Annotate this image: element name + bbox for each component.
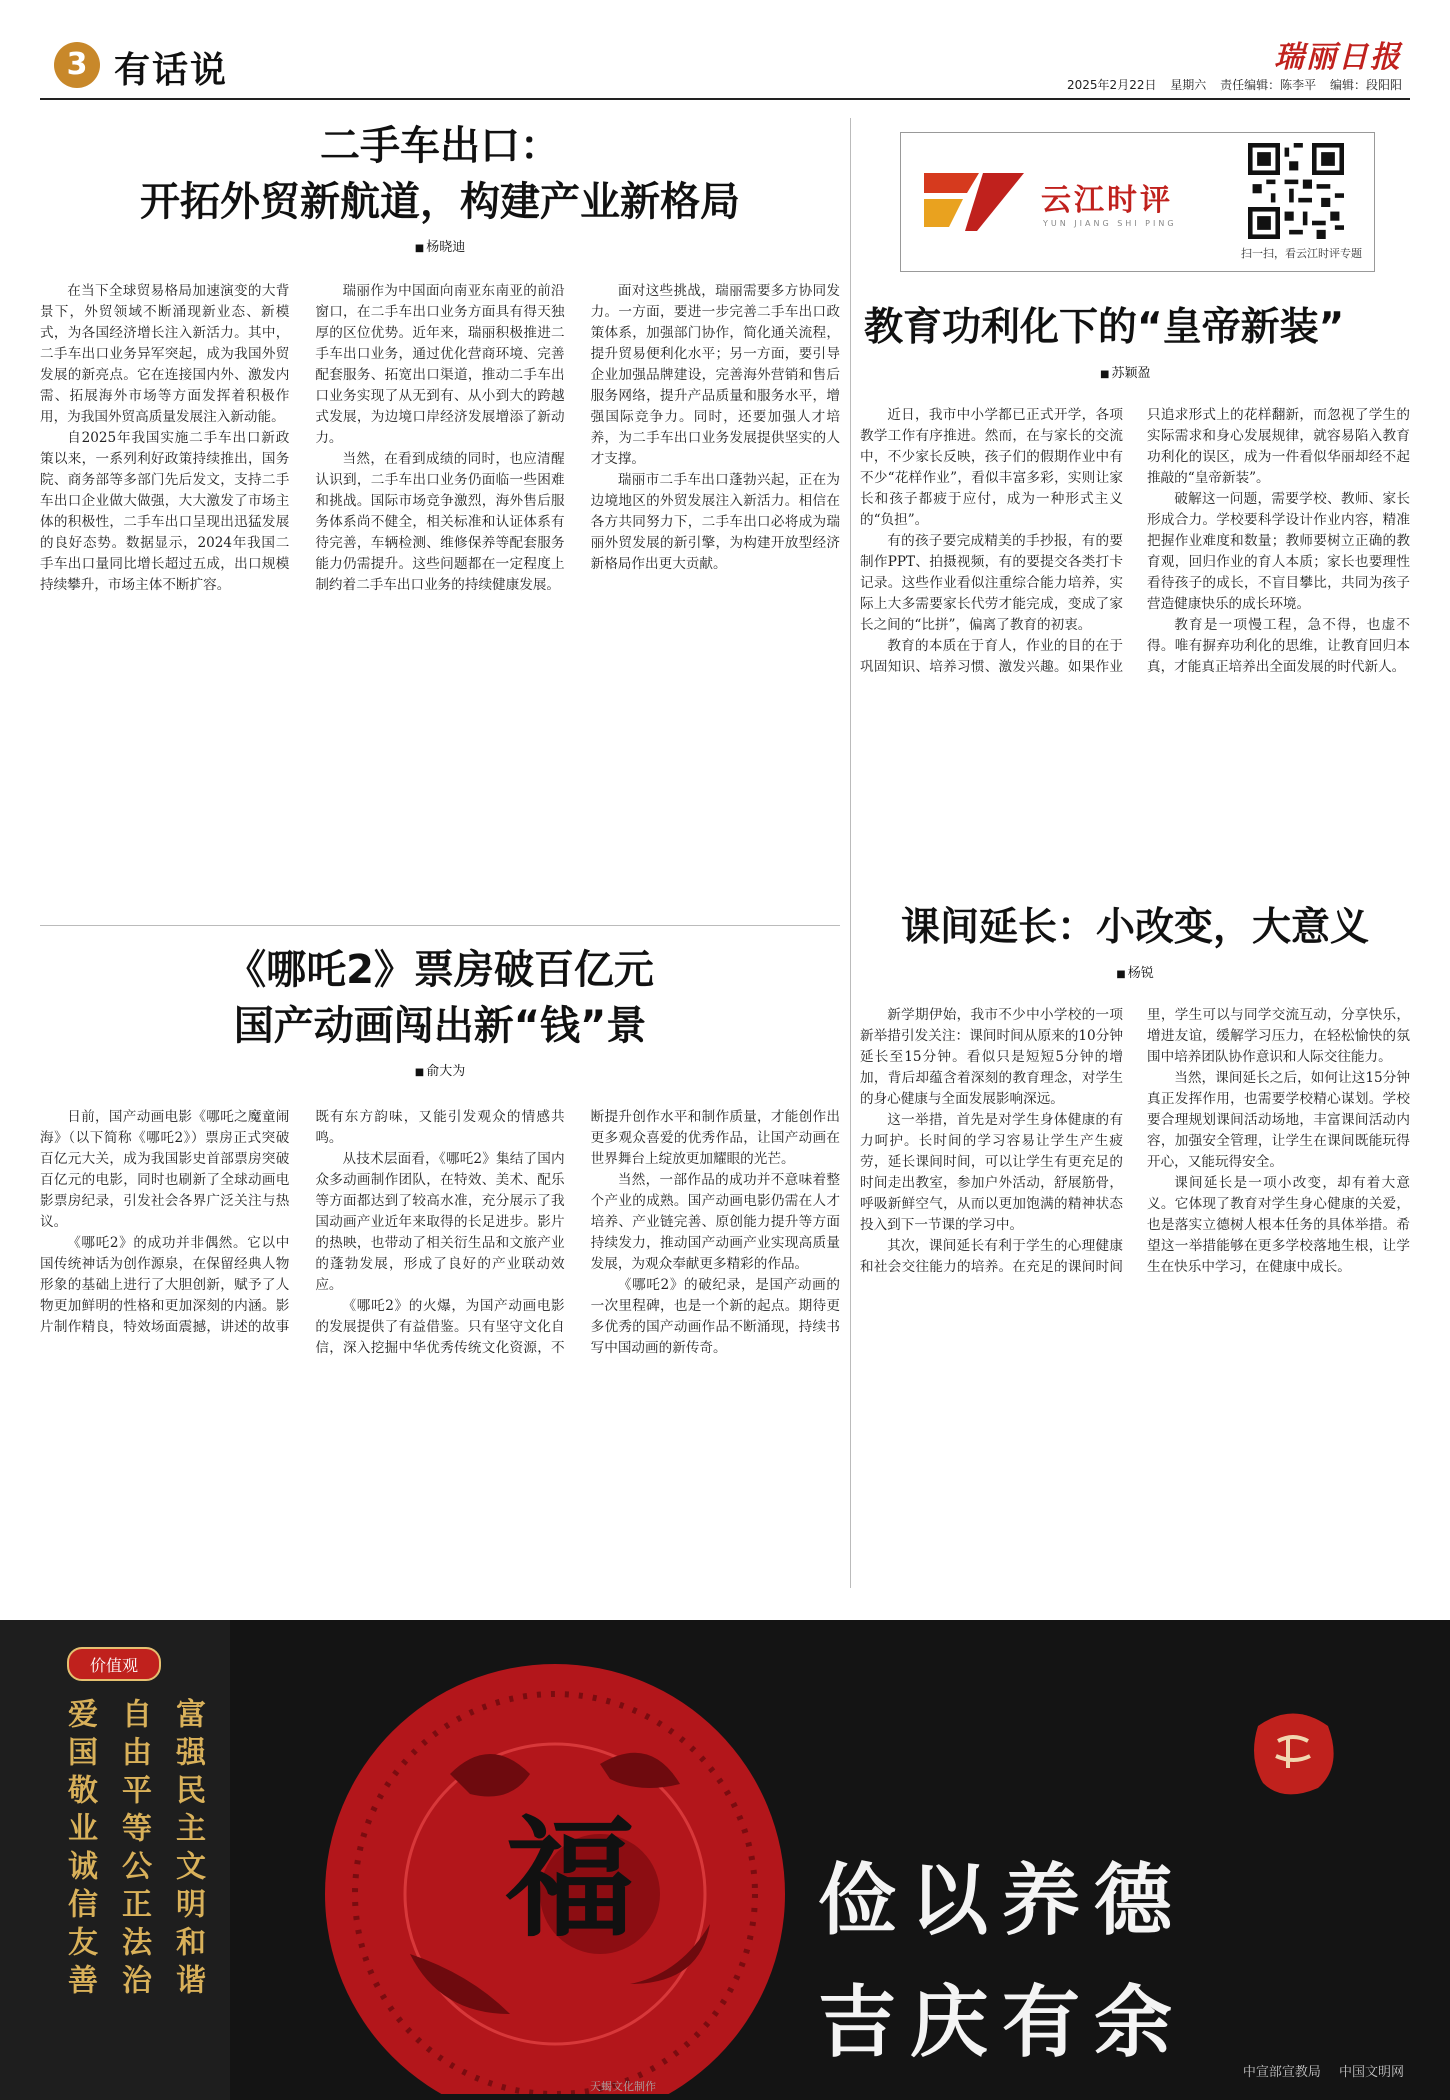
seal-stamp-icon: [1248, 1706, 1338, 1796]
article-body: [860, 405, 1410, 965]
paragraph: 破解这一问题，需要学校、教师、家长形成合力。学校要科学设计作业内容，精准把握作业难度和数量；教师要树立正确的教育观，回归作业的育人本质；家长也要理性看待孩子的成长，不盲目攀比，共同为孩子营造健康快乐的成长环境。: [1147, 491, 1410, 612]
brand-badge-icon: [66, 1644, 162, 1684]
paragraph: 有的孩子要完成精美的手抄报，有的要制作PPT、拍摄视频，有的要提交各类打卡记录。这些作业看似注重综合能力培养，实际上大多需要家长代劳才能完成，变成了家长之间的“比拼”，偏离了教育的初衷。: [860, 533, 1123, 633]
article-body: [40, 281, 840, 911]
byline: ■ 杨晓迪: [40, 236, 840, 255]
paragraph: 《哪吒2》的破纪录，是国产动画的一次里程碑，也是一个新的起点。期待更多优秀的国产动画作品不断涌现，持续书写中国动画的新传奇。: [590, 1277, 840, 1356]
paragraph: 在当下全球贸易格局加速演变的大背景下，外贸领域不断涌现新业态、新模式，为各国经济增长注入新活力。其中，二手车出口业务异军突起，成为我国外贸发展的新亮点。它在连接国内外、激发内需、拓展海外市场等方面发挥着积极作用，为我国外贸高质量发展注入新动能。: [40, 283, 290, 425]
paragraph: 瑞丽作为中国面向南亚东南亚的前沿窗口，在二手车出口业务方面具有得天独厚的区位优势。近年来，瑞丽积极推进二手车出口业务，通过优化营商环境、完善配套服务、拓宽出口渠道，推动二手车出口业务实现了从无到有、从小到大的跨越式发展，为边境口岸经济发展增添了新动力。: [315, 283, 565, 446]
promo-name: 云江时评: [1041, 183, 1173, 218]
fu-character: 福: [504, 1803, 636, 1955]
section-number-badge: 3: [54, 42, 100, 88]
editor-credit: 责任编辑：陈李平: [1220, 78, 1317, 92]
credit-publicity-dept: 中宣部宣教局: [1242, 2065, 1321, 2080]
paragraph: 近日，我市中小学都已正式开学，各项教学工作有序推进。然而，在与家长的交流中，不少家长反映，孩子们的假期作业中有不少“花样作业”，看似丰富多彩，实则让家长和孩子都疲于应付，成为一种形式主义的“负担”。: [860, 407, 1123, 528]
paragraph: 课间延长是一项小改变，却有着大意义。它体现了教育对学生身心健康的关爱，也是落实立德树人根本任务的具体举措。希望这一举措能够在更多学校落地生根，让学生在快乐中学习，在健康中成长。: [1147, 1175, 1410, 1275]
section-name: 有话说: [114, 50, 229, 91]
values-column: 自由平等公正法治: [116, 1698, 151, 2002]
headline-line1: 《哪吒2》票房破百亿元: [226, 947, 654, 993]
article-recess: [860, 900, 1410, 1605]
issue-weekday: 星期六: [1170, 78, 1207, 92]
paragraph: 新学期伊始，我市不少中小学校的一项新举措引发关注：课间时间从原来的10分钟延长至15分钟。看似只是短短5分钟的增加，背后却蕴含着深刻的教育理念，对学生的身心健康与全面发展影响深远。: [860, 1007, 1123, 1107]
paragraph: 教育是一项慢工程，急不得，也虚不得。唯有摒弃功利化的思维，让教育回归本真，才能真正培养出全面发展的时代新人。: [1147, 617, 1410, 675]
paragraph: 《哪吒2》的成功并非偶然。它以中国传统神话为创作源泉，在保留经典人物形象的基础上进行了大胆创新，赋予了人物更加鲜明的性格和更加深刻的内涵。影片制作精良，特效场面震撼，讲述的故事既有东方韵味，又能引发观众的情感共鸣。: [40, 1109, 565, 1335]
paragraph: 其次，课间延长有利于学生的心理健康和社会交往能力的培养。在充足的课间时间里，学生可以与同学交流互动，分享快乐，增进友谊，缓解学习压力，在轻松愉快的氛围中培养团队协作意识和人际交往能力。: [860, 1007, 1410, 1275]
promo-pinyin: YUN JIANG SHI PING: [1043, 219, 1177, 228]
headline: 教育功利化下的“皇帝新装”: [864, 305, 1345, 350]
paragraph: 面对这些挑战，瑞丽需要多方协同发力。一方面，要进一步完善二手车出口政策体系，加强部门协作，简化通关流程，提升贸易便利化水平；另一方面，要引导企业加强品牌建设，完善海外营销和售后服务网络，提升产品质量和服务水平，增强国际竞争力。同时，还要加强人才培养，为二手车出口业务发展提供坚实的人才支撑。: [590, 283, 840, 467]
masthead-logo: 瑞丽日报: [1274, 40, 1402, 75]
page-header: [40, 36, 1410, 100]
paragraph: 《哪吒2》的火爆，为国产动画电影的发展提供了有益借鉴。只有坚守文化自信，深入挖掘中华优秀传统文化资源，不断提升创作水平和制作质量，才能创作出更多观众喜爱的优秀作品，让国产动画在世界舞台上绽放更加耀眼的光芒。: [315, 1109, 840, 1356]
byline: ■ 苏颖盈: [860, 362, 1410, 381]
credit-civilization-net: 中国文明网: [1338, 2065, 1404, 2080]
headline: 课间延长：小改变，大意义: [900, 905, 1369, 950]
values-column: 爱国敬业诚信友善: [62, 1698, 97, 2002]
article-divider: [40, 925, 840, 926]
byline: ■ 俞大为: [40, 1060, 840, 1079]
article-nezha: [40, 942, 840, 1607]
paragraph: 这一举措，首先是对学生身体健康的有力呵护。长时间的学习容易让学生产生疲劳，延长课间时间，可以让学生有更充足的时间走出教室，参加户外活动，舒展筋骨，呼吸新鲜空气，从而以更加饱满的精神状态投入到下一节课的学习中。: [860, 1112, 1123, 1233]
banner-credits: [1229, 2061, 1404, 2080]
paragraph: 当然，在看到成绩的同时，也应清醒认识到，二手车出口业务仍面临一些困难和挑战。国际市场竞争激烈，海外售后服务体系尚不健全，相关标准和认证体系有待完善，车辆检测、维修保养等配套服务能力仍需提升。这些问题都在一定程度上制约着二手车出口业务的持续健康发展。: [315, 451, 565, 593]
issue-date: 2025年2月22日: [1067, 78, 1157, 92]
header-meta: [1057, 76, 1402, 93]
values-column: 富强民主文明和谐: [170, 1698, 205, 2002]
article-used-car-export: [40, 118, 840, 911]
banner-maker-credit: 天蝎文化制作: [590, 2080, 656, 2093]
headline-line2: 国产动画闯出新“钱”景: [233, 1003, 647, 1049]
paragraph: 当然，一部作品的成功并不意味着整个产业的成熟。国产动画电影仍需在人才培养、产业链完善、原创能力提升等方面持续发力，推动国产动画产业实现高质量发展，为观众奉献更多精彩的作品。: [590, 1172, 840, 1272]
headline-line1: 二手车出口：: [320, 123, 560, 169]
brand-label: 价值观: [89, 1656, 139, 1675]
qr-code-icon[interactable]: [1248, 143, 1344, 239]
slogan-line1: 俭以养德: [818, 1856, 1187, 1946]
fu-papercut-icon: [300, 1654, 810, 2094]
paragraph: 瑞丽市二手车出口蓬勃兴起，正在为边境地区的外贸发展注入新活力。相信在各方共同努力下，二手车出口必将成为瑞丽外贸发展的新引擎，为构建开放型经济新格局作出更大贡献。: [590, 472, 840, 572]
paragraph: 从技术层面看，《哪吒2》集结了国内众多动画制作团队，在特效、美术、配乐等方面都达到了较高水准，充分展示了我国动画产业近年来取得的长足进步。影片的热映，也带动了相关衍生品和文旅产业的蓬勃发展，形成了良好的产业联动效应。: [315, 1151, 565, 1293]
paragraph: 日前，国产动画电影《哪吒之魔童闹海》（以下简称《哪吒2》）票房正式突破百亿元大关，成为我国影史首部票房突破百亿元的电影，同时也刷新了全球动画电影票房纪录，引发社会各界广泛关注与热议。: [40, 1109, 290, 1230]
article-education: [860, 300, 1410, 965]
paragraph: 自2025年我国实施二手车出口新政策以来，一系列利好政策持续推出，国务院、商务部等多部门先后发文，支持二手车出口企业做大做强，大大激发了市场主体的积极性，二手车出口呈现出迅猛发展的良好态势。数据显示，2024年我国二手车出口量同比增长超过五成，出口规模持续攀升，市场主体不断扩容。: [40, 430, 290, 593]
core-values-panel: [0, 1620, 230, 2100]
core-values-columns: [58, 1698, 208, 2002]
slogan-line2: 吉庆有余: [818, 1978, 1187, 2068]
promo-scan-caption: 扫一扫，看云江时评专题: [1241, 247, 1362, 260]
byline: ■ 杨锐: [860, 962, 1410, 981]
column-divider: [850, 118, 851, 1588]
yunjiang-logo-icon: [919, 165, 1029, 235]
yunjiang-promo-box: [900, 132, 1375, 272]
article-body: [40, 1107, 840, 1607]
headline-line2: 开拓外贸新航道，构建产业新格局: [140, 179, 740, 225]
paragraph: 当然，课间延长之后，如何让这15分钟真正发挥作用，也需要学校精心谋划。学校要合理规划课间活动场地，丰富课间活动内容，加强安全管理，让学生在课间既能玩得开心，又能玩得安全。: [1147, 1070, 1410, 1170]
public-service-banner: [0, 1620, 1450, 2100]
proof-credit: 编辑：段阳阳: [1329, 78, 1402, 92]
paragraph: 教育的本质在于育人，作业的目的在于巩固知识、培养习惯、激发兴趣。如果作业只追求形式上的花样翻新，而忽视了学生的实际需求和身心发展规律，就容易陷入教育功利化的误区，成为一件看似华丽却经不起推敲的“皇帝新装”。: [860, 407, 1410, 675]
article-body: [860, 1005, 1410, 1605]
